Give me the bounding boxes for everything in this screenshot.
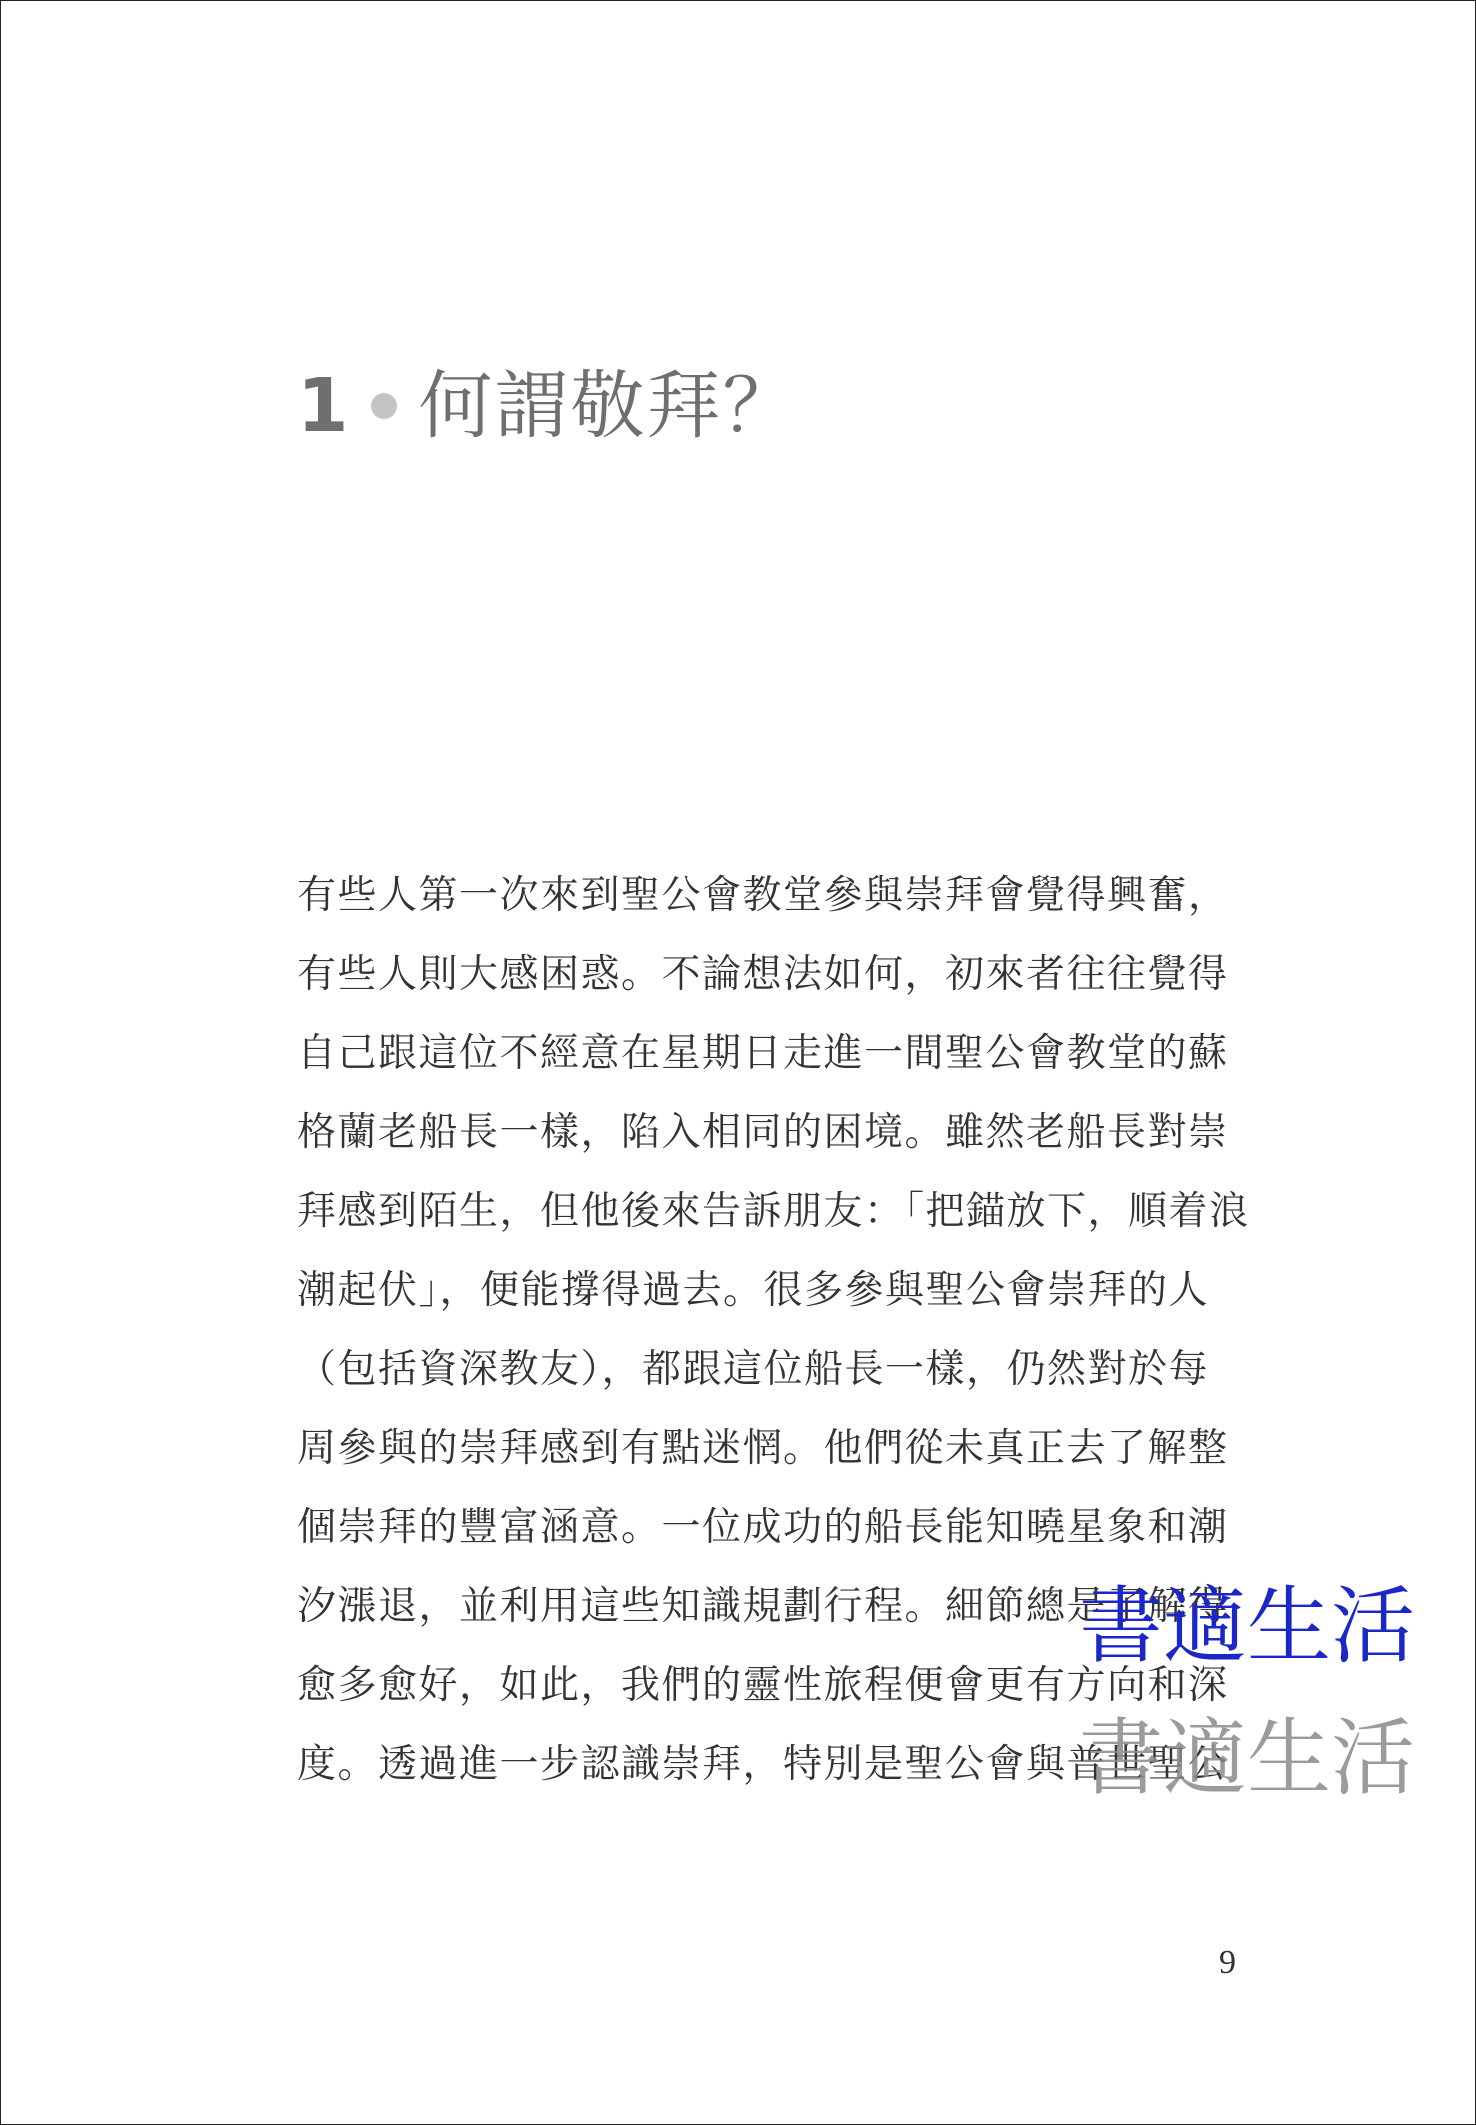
body-line: 格蘭老船長一樣，陷入相同的困境。雖然老船長對崇 — [297, 1110, 1229, 1155]
page-number: 9 — [1219, 1944, 1236, 1981]
body-line: 拜感到陌生，但他後來告訴朋友：「把錨放下，順着浪 — [297, 1189, 1250, 1234]
body-line: 度。透過進一步認識崇拜，特別是聖公會與普世聖公 — [297, 1742, 1229, 1787]
body-line: 愈多愈好，如此，我們的靈性旅程便會更有方向和深 — [297, 1663, 1229, 1708]
chapter-heading — [297, 351, 799, 461]
watermark-secondary: 書適生活 — [1079, 1709, 1416, 1807]
bullet-dot-icon — [371, 393, 397, 419]
chapter-title: 何謂敬拜？ — [418, 363, 799, 449]
body-line: 有些人則大感困惑。不論想法如何，初來者往往覺得 — [297, 952, 1229, 997]
body-line: （包括資深教友），都跟這位船長一樣，仍然對於每 — [297, 1347, 1210, 1392]
body-line: 汐漲退，並利用這些知識規劃行程。細節總是了解得 — [297, 1584, 1229, 1629]
body-line: 自己跟這位不經意在星期日走進一間聖公會教堂的蘇 — [297, 1031, 1229, 1076]
watermark-primary: 書適生活 — [1079, 1577, 1416, 1675]
body-line: 個崇拜的豐富涵意。一位成功的船長能知曉星象和潮 — [297, 1505, 1229, 1550]
body-line: 有些人第一次來到聖公會教堂參與崇拜會覺得興奮， — [297, 873, 1229, 918]
chapter-number: 1 — [297, 363, 349, 449]
body-line: 潮起伏」，便能撐得過去。很多參與聖公會崇拜的人 — [297, 1268, 1210, 1313]
body-line: 周參與的崇拜感到有點迷惘。他們從未真正去了解整 — [297, 1426, 1229, 1471]
